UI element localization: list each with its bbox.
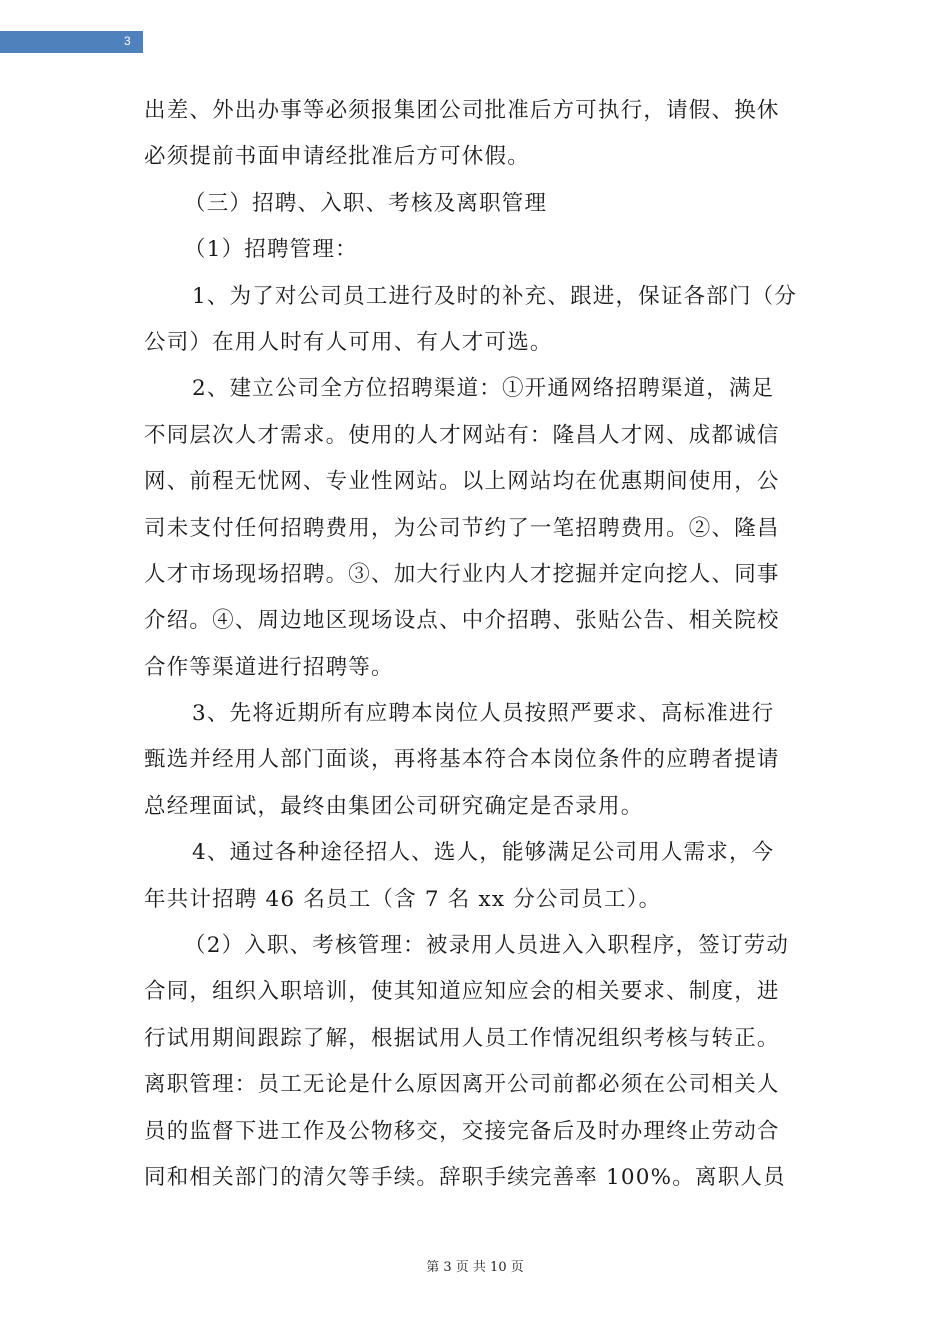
page-number-tab <box>0 31 143 53</box>
text-line: 总经理面试，最终由集团公司研究确定是否录用。 <box>144 793 644 819</box>
text-line: 不同层次人才需求。使用的人才网站有：隆昌人才网、成都诚信 <box>144 422 780 448</box>
page-tab-number: 3 <box>124 34 131 48</box>
text-line: 1、为了对公司员工进行及时的补充、跟进，保证各部门（分 <box>192 283 798 309</box>
text-line: 员的监督下进工作及公物移交，交接完备后及时办理终止劳动合 <box>144 1118 780 1144</box>
text-line: 司未支付任何招聘费用，为公司节约了一笔招聘费用。②、隆昌 <box>144 515 780 541</box>
text-line: 必须提前书面申请经批准后方可休假。 <box>144 144 530 170</box>
text-line: 4、通过各种途径招人、选人，能够满足公司用人需求，今 <box>192 840 775 866</box>
text-line: 3、先将近期所有应聘本岗位人员按照严要求、高标准进行 <box>192 701 775 727</box>
text-line: 行试用期间跟踪了解，根据试用人员工作情况组织考核与转正。 <box>144 1025 780 1051</box>
text-line: 出差、外出办事等必须报集团公司批准后方可执行，请假、换休 <box>144 98 780 123</box>
text-line: 年共计招聘 46 名员工（含 7 名 xx 分公司员工）。 <box>144 886 662 912</box>
text-line: 公司）在用人时有人可用、有人才可选。 <box>144 329 553 355</box>
text-line: （1）招聘管理： <box>184 237 358 263</box>
text-line: 同和相关部门的清欠等手续。辞职手续完善率 100%。离职人员 <box>144 1164 786 1190</box>
text-line: 网、前程无忧网、专业性网站。以上网站均在优惠期间使用，公 <box>144 469 780 495</box>
text-line: 介绍。④、周边地区现场设点、中介招聘、张贴公告、相关院校 <box>144 608 780 634</box>
text-line: 合同，组织入职培训，使其知道应知应会的相关要求、制度，进 <box>144 979 780 1005</box>
text-line: 合作等渠道进行招聘等。 <box>144 654 394 680</box>
text-line: 2、建立公司全方位招聘渠道：①开通网络招聘渠道，满足 <box>192 376 775 402</box>
text-line: （2）入职、考核管理：被录用人员进入入职程序，签订劳动 <box>184 933 790 959</box>
document-body <box>144 88 816 1201</box>
text-line: 人才市场现场招聘。③、加大行业内人才挖掘并定向挖人、同事 <box>144 561 780 587</box>
text-line: （三）招聘、入职、考核及离职管理 <box>184 190 548 216</box>
text-line: 离职管理：员工无论是什么原因离开公司前都必须在公司相关人 <box>144 1072 780 1098</box>
page-footer: 第 3 页 共 10 页 <box>426 1260 524 1275</box>
text-line: 甄选并经用人部门面谈，再将基本符合本岗位条件的应聘者提请 <box>144 747 780 773</box>
